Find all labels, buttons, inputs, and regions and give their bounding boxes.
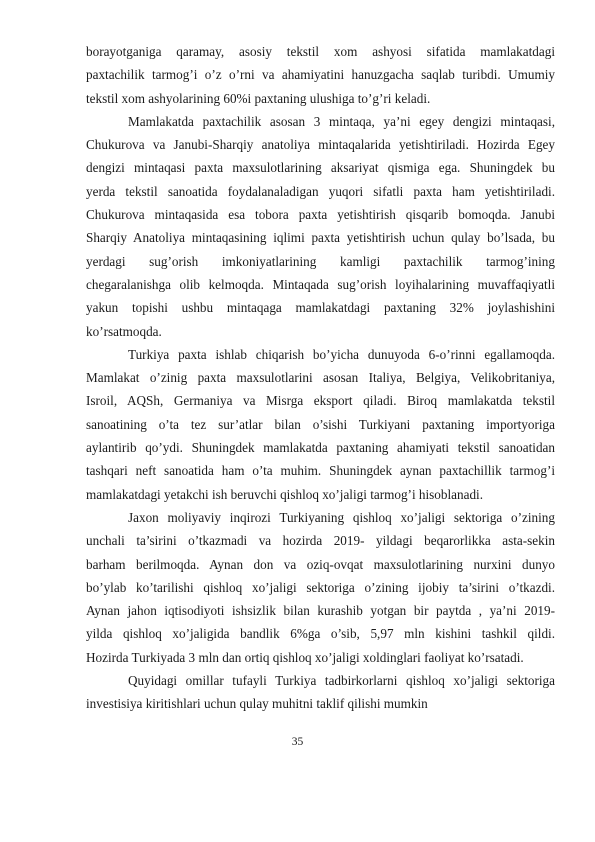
text-line: Mamlakatda paxtachilik asosan 3 mintaqa, ya’ni egey dengizi mintaqasi, — [128, 113, 555, 129]
text-line: dengizi mintaqasi paxta maxsulotlarining aksariyat qismiga ega. Shuningdek bu — [86, 160, 555, 176]
text-line: aylantirib qo’ydi. Shuningdek mamlakatda paxtaning ahamiyati tekstil sanoatidan — [86, 440, 555, 456]
text-line: paxtachilik tarmog’i o’z o’rni va ahamiyatini hanuzgacha saqlab turibdi. Umumiy — [86, 67, 555, 83]
text-line: Isroil, AQSh, Germaniya va Misrga eksport qiladi. Biroq mamlakatda tekstil — [86, 393, 555, 409]
text-line: tekstil xom ashyolarining 60%i paxtaning ulushiga to’g’ri keladi. — [86, 90, 431, 106]
text-line: tashqari neft sanoatida ham o’ta muhim. Shuningdek aynan paxtachillik tarmog’i — [86, 463, 555, 479]
text-line: ko’rsatmoqda. — [86, 323, 162, 339]
text-line: mamlakatdagi yetakchi ish beruvchi qishloq xo’jaligi tarmog’i hisoblanadi. — [86, 486, 483, 502]
text-line: Chukurova va Janubi-Sharqiy anatoliya mintaqalarida yetishtiriladi. Hozirda Egey — [86, 137, 555, 153]
text-line: unchali ta’sirini o’tkazmadi va hozirda 2019- yildagi beqarorlikka asta-sekin — [86, 533, 555, 549]
text-line: Mamlakat o’zinig paxta maxsulotlarini asosan Italiya, Belgiya, Velikobritaniya, — [86, 370, 555, 386]
text-line: Jaxon moliyaviy inqirozi Turkiyaning qishloq xo’jaligi sektoriga o’zining — [128, 509, 555, 525]
body-text — [86, 40, 555, 716]
text-line: Turkiya paxta ishlab chiqarish bo’yicha dunuyoda 6-o’rinni egallamoqda. — [128, 346, 555, 362]
text-line: Aynan jahon iqtisodiyoti ishsizlik bilan kurashib yotgan bir paytda , ya’ni 2019- — [86, 603, 555, 619]
text-line: yakun topishi ushbu mintaqaga mamlakatdagi paxtaning 32% joylashishini — [86, 300, 555, 316]
text-line: investisiya kiritishlari uchun qulay muhitni taklif qilishi mumkin — [86, 696, 428, 712]
text-line: Chukurova mintaqasida esa tobora paxta yetishtirish qisqarib bomoqda. Janubi — [86, 207, 555, 223]
text-line: yerda tekstil sanoatida foydalanaladigan yuqori sifatli paxta ham yetishtiriladi. — [86, 183, 555, 199]
text-line: barham berilmoqda. Aynan don va oziq-ovqat maxsulotlarining nurxini dunyo — [86, 556, 555, 572]
text-line: chegaralanishga olib kelmoqda. Mintaqada sug’orish loyihalarining muvaffaqiyatli — [86, 276, 555, 292]
page-number: 35 — [291, 736, 304, 748]
text-line: yilda qishloq xo’jaligida bandlik 6%ga o’sib, 5,97 mln kishini tashkil qildi. — [86, 626, 555, 642]
text-line: borayotganiga qaramay, asosiy tekstil xom ashyosi sifatida mamlakatdagi — [86, 44, 555, 59]
text-line: bo’ylab ko’tarilishi qishloq xo’jaligi sektoriga o’zining ijobiy ta’sirini o’tkazdi. — [86, 579, 555, 595]
text-line: Sharqiy Anatoliya mintaqasining iqlimi paxta yetishtirish uchun qulay bo’lsada, bu — [86, 230, 555, 246]
text-line: yerdagi sug’orish imkoniyatlarining kamligi paxtachilik tarmog’ining — [86, 253, 555, 269]
text-line: Hozirda Turkiyada 3 mln dan ortiq qishloq xo’jaligi xoldinglari faoliyat ko’rsatadi. — [86, 649, 524, 665]
text-line: sanoatining o’ta tez sur’atlar bilan o’sishi Turkiyani paxtaning importyoriga — [86, 416, 555, 432]
text-line: Quyidagi omillar tufayli Turkiya tadbirkorlarni qishloq xo’jaligi sektoriga — [128, 673, 555, 689]
